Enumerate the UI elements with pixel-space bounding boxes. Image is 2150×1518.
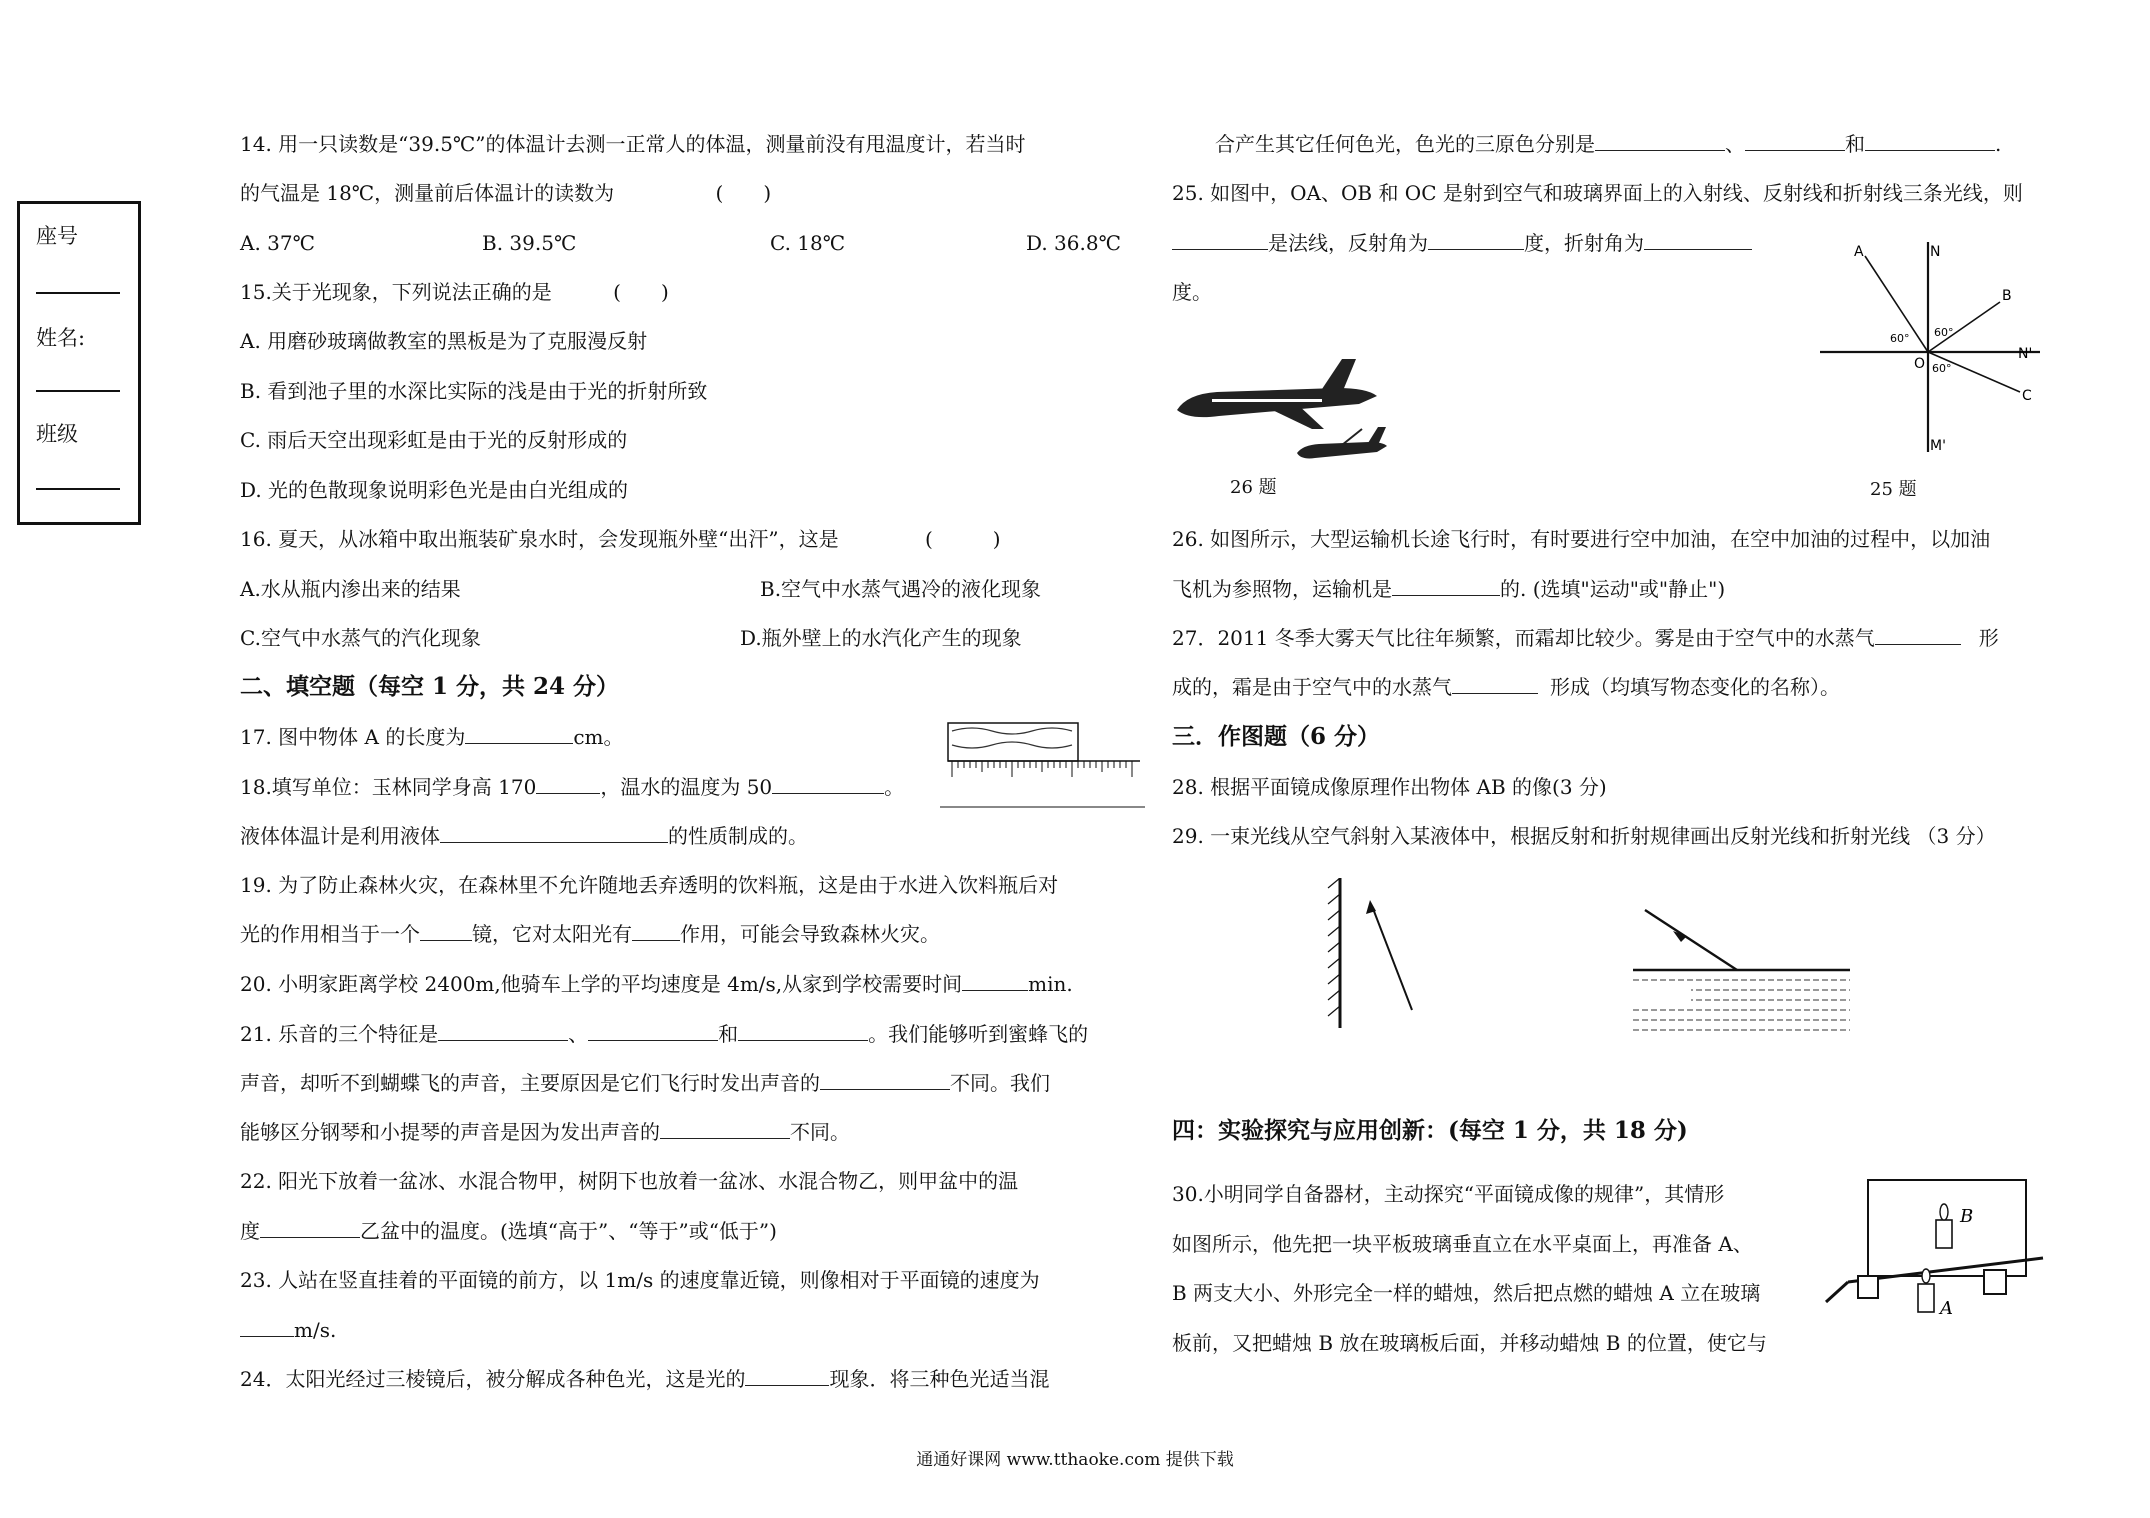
q21-line3-text-a: 能够区分钢琴和小提琴的声音是因为发出声音的: [240, 1120, 660, 1144]
q21-line3: [240, 1118, 850, 1146]
q20: [240, 970, 1073, 998]
q27-text-d: 形成（均填写物态变化的名称）。: [1550, 675, 1840, 699]
q15-answer-paren: ( ): [613, 280, 669, 304]
q21-line2-text-a: 声音，却听不到蝴蝶飞的声音，主要原因是它们飞行时发出声音的: [240, 1071, 820, 1095]
label-a: A: [1940, 1298, 1953, 1319]
q27-blank-2[interactable]: [1452, 675, 1538, 694]
q30-line2: 如图所示，他先把一块平板玻璃垂直立在水平桌面上，再准备 A、: [1172, 1232, 1753, 1256]
q15-option-c: C. 雨后天空出现彩虹是由于光的反射形成的: [240, 428, 628, 452]
q21-line1: [240, 1020, 1088, 1048]
q14-answer-paren: ( ): [715, 181, 772, 205]
tanker-plane: [1297, 427, 1387, 458]
q14-line2-text: 的气温是 18℃，测量前后体温计的读数为: [240, 181, 615, 205]
q24-blank-1[interactable]: [745, 1367, 829, 1386]
q26-line1: 26. 如图所示，大型运输机长途飞行时，有时要进行空中加油，在空中加油的过程中，以加油: [1172, 527, 1991, 551]
q18-text-c: 。: [884, 775, 905, 799]
q14-option-b: B. 39.5℃: [482, 231, 577, 255]
q16-option-a: A.水从瓶内渗出来的结果: [240, 577, 461, 601]
q14-option-c: C. 18℃: [770, 231, 846, 255]
q21-text-b: 。我们能够听到蜜蜂飞的: [868, 1022, 1089, 1046]
q23-blank[interactable]: [240, 1318, 294, 1337]
q16-answer-paren: ( ): [924, 527, 1001, 551]
q21-text-a: 21. 乐音的三个特征是: [240, 1022, 439, 1046]
q14-option-a: A. 37℃: [240, 231, 315, 255]
liquid-label-bg: [1633, 984, 1691, 1008]
q16-option-b: B.空气中水蒸气遇冷的液化现象: [760, 577, 1042, 601]
transport-plane: [1177, 359, 1377, 429]
q24-end: .: [1995, 132, 2002, 156]
seat-label: 座号: [36, 224, 78, 248]
q22-blank[interactable]: [260, 1219, 360, 1238]
candle-a-flame: [1922, 1269, 1930, 1283]
q18-text-b: ，温水的温度为 50: [600, 775, 773, 799]
ruler-figure: [940, 715, 1145, 810]
q26-line2: [1172, 575, 1725, 603]
label-b: B: [2002, 288, 2012, 304]
stand-left: [1858, 1276, 1878, 1298]
q30-line1: 30.小明同学自备器材，主动探究“平面镜成像的规律”，其情形: [1172, 1182, 1725, 1206]
q25-text-a: 是法线，反射角为: [1268, 231, 1428, 255]
class-label: 班级: [36, 422, 78, 446]
q15-option-b: B. 看到池子里的水深比实际的浅是由于光的折射所致: [240, 379, 708, 403]
q22-line1: 22. 阳光下放着一盆冰、水混合物甲，树阴下也放着一盆冰、水混合物乙，则甲盆中的温: [240, 1169, 1019, 1193]
q16-stem-text: 16. 夏天，从冰箱中取出瓶装矿泉水时，会发现瓶外壁“出汗”，这是: [240, 527, 839, 551]
q15-stem-text: 15.关于光现象，下列说法正确的是: [240, 280, 552, 304]
label-n: N: [1930, 244, 1941, 260]
q27-text-a: 27．2011 冬季大雾天气比往年频繁，而霜却比较少。雾是由于空气中的水蒸气: [1172, 626, 1875, 650]
seat-line: [36, 292, 120, 294]
name-label: 姓名:: [36, 326, 86, 350]
q21-blank-5[interactable]: [660, 1120, 790, 1139]
q24-text-a: 24．太阳光经过三棱镜后，被分解成各种色光，这是光的: [240, 1367, 746, 1391]
q16-option-c: C.空气中水蒸气的汽化现象: [240, 626, 481, 650]
q19-text-a: 光的作用相当于一个: [240, 922, 420, 946]
q24-blank-3[interactable]: [1745, 132, 1845, 151]
q19-blank-1[interactable]: [420, 922, 472, 941]
airplane-refuel-figure: [1172, 355, 1402, 473]
q26-text-b: 的. (选填"运动"或"静止"): [1500, 577, 1726, 601]
q22-text-a: 度: [240, 1219, 260, 1243]
section-2-heading: 二、填空题（每空 1 分，共 24 分）: [240, 673, 620, 700]
q21-blank-1[interactable]: [438, 1022, 568, 1041]
q24-line1: [240, 1365, 1049, 1393]
q25-line2: [1172, 229, 1752, 257]
q24-sep-1: 、: [1725, 132, 1745, 156]
q18-line1: [240, 773, 904, 801]
incident-ray: [1645, 910, 1737, 970]
q24-blank-4[interactable]: [1865, 132, 1995, 151]
label-n-prime: N': [2018, 346, 2033, 362]
q15-option-d: D. 光的色散现象说明彩色光是由白光组成的: [240, 478, 629, 502]
q17: [240, 723, 624, 751]
q18-line2: [240, 822, 808, 850]
footer: 通通好课网 www.tthaoke.com 提供下载: [916, 1450, 1234, 1470]
student-info-box: [17, 201, 141, 525]
object-ab: [1372, 906, 1412, 1010]
q26-text-a: 飞机为参照物，运输机是: [1172, 577, 1392, 601]
candle-mirror-figure: [1818, 1172, 2058, 1332]
q21-line3-text-b: 不同。: [790, 1120, 850, 1144]
q18-blank-3[interactable]: [440, 824, 668, 843]
mirror-hatching: [1328, 878, 1340, 1016]
q21-blank-2[interactable]: [588, 1022, 718, 1041]
q21-sep-1: 、: [568, 1022, 589, 1046]
q26-caption: 26 题: [1230, 477, 1277, 498]
ruler-ticks: [952, 761, 1132, 777]
table-edge-left: [1826, 1282, 1848, 1302]
q20-blank[interactable]: [962, 972, 1028, 991]
q30-line3: B 两支大小、外形完全一样的蜡烛，然后把点燃的蜡烛 A 立在玻璃: [1172, 1281, 1761, 1305]
candle-b-flame: [1940, 1204, 1948, 1220]
q19-text-b: 镜，它对太阳光有: [472, 922, 632, 946]
q17-blank[interactable]: [465, 725, 573, 744]
q21-blank-4[interactable]: [820, 1071, 950, 1090]
q19-blank-2[interactable]: [632, 922, 680, 941]
q17-text: 17. 图中物体 A 的长度为: [240, 725, 466, 749]
q25-ray-figure: [1820, 242, 2045, 457]
candle-b: [1936, 1220, 1952, 1248]
q21-line2: [240, 1069, 1050, 1097]
q19-text-c: 作用，可能会导致森林火灾。: [680, 922, 940, 946]
q27-text-c: 成的，霜是由于空气中的水蒸气: [1172, 675, 1452, 699]
stand-right: [1984, 1270, 2006, 1294]
q28-text: 28. 根据平面镜成像原理作出物体 AB 的像(3 分): [1172, 775, 1607, 799]
q27-text-b: 形: [1978, 626, 1999, 650]
q29-text: 29. 一束光线从空气斜射入某液体中，根据反射和折射规律画出反射光线和折射光线 （3 分）: [1172, 824, 1996, 848]
name-line: [36, 390, 120, 392]
q18-line2-text-b: 的性质制成的。: [668, 824, 808, 848]
q25-blank-1[interactable]: [1172, 231, 1268, 250]
q24-line2-text: 合产生其它任何色光，色光的三原色分别是: [1215, 132, 1595, 156]
q14-option-d: D. 36.8℃: [1026, 231, 1121, 255]
angle-2: 60°: [1934, 326, 1954, 339]
q16-option-d: D.瓶外壁上的水汽化产生的现象: [740, 626, 1022, 650]
q27-line1: [1172, 624, 1999, 652]
q25-line3: 度。: [1172, 280, 1212, 304]
angle-3: 60°: [1932, 362, 1952, 375]
label-m-prime: M': [1930, 438, 1946, 454]
q26-blank[interactable]: [1392, 577, 1500, 596]
q20-text: 20. 小明家距离学校 2400m,他骑车上学的平均速度是 4m/s,从家到学校需要时间: [240, 972, 963, 996]
q18-text-a: 18.填写单位：玉林同学身高 170: [240, 775, 537, 799]
q21-blank-3[interactable]: [738, 1022, 868, 1041]
q18-blank-1[interactable]: [536, 775, 600, 794]
label-a: A: [1854, 244, 1864, 260]
q16-stem: [240, 525, 1001, 553]
q14-line2: [240, 179, 771, 207]
q30-line4: 板前，又把蜡烛 B 放在玻璃板后面，并移动蜡烛 B 的位置，使它与: [1172, 1331, 1767, 1355]
q21-sep-2: 和: [718, 1022, 739, 1046]
q25-line1: 25. 如图中，OA、OB 和 OC 是射到空气和玻璃界面上的入射线、反射线和折射线三条光线，则: [1172, 181, 2023, 205]
angle-1: 60°: [1890, 332, 1910, 345]
q21-line2-text-b: 不同。我们: [950, 1071, 1050, 1095]
q22-line2: [240, 1217, 777, 1245]
class-line: [36, 488, 120, 490]
label-o: O: [1914, 356, 1926, 372]
q24-line2: [1215, 130, 2001, 158]
q23-line1: 23. 人站在竖直挂着的平面镜的前方，以 1m/s 的速度靠近镜，则像相对于平面镜的速度为: [240, 1268, 1040, 1292]
q27-blank-1[interactable]: [1875, 626, 1961, 645]
q19-line1: 19. 为了防止森林火灾，在森林里不允许随地丢弃透明的饮料瓶，这是由于水进入饮料瓶后对: [240, 873, 1059, 897]
plane-mirror-figure: [1300, 878, 1445, 1033]
q24-text-b: 现象．将三种色光适当混: [829, 1367, 1050, 1391]
q18-line2-text-a: 液体体温计是利用液体: [240, 824, 440, 848]
q27-line2: [1172, 673, 1840, 701]
q14-line1: 14. 用一只读数是“39.5℃”的体温计去测一正常人的体温，测量前没有甩温度计，若当时: [240, 132, 1026, 156]
q25-blank-3[interactable]: [1644, 231, 1752, 250]
q24-blank-2[interactable]: [1595, 132, 1725, 151]
q22-text-b: 乙盆中的温度。(选填“高于”、“等于”或“低于”): [360, 1219, 777, 1243]
q20-unit: min.: [1028, 972, 1073, 996]
refraction-figure: [1625, 898, 1855, 1038]
q18-blank-2[interactable]: [772, 775, 884, 794]
q17-unit: cm。: [573, 725, 624, 749]
q25-blank-2[interactable]: [1428, 231, 1524, 250]
label-b: B: [1960, 1206, 1974, 1227]
section-3-heading: 三．作图题（6 分）: [1172, 723, 1381, 750]
q23-line2: [240, 1316, 336, 1344]
section-4-heading: 四：实验探究与应用创新：(每空 1 分，共 18 分): [1172, 1117, 1688, 1144]
candle-a: [1918, 1284, 1934, 1312]
label-c: C: [2022, 388, 2032, 404]
q19-line2: [240, 920, 940, 948]
q15-stem: [240, 278, 669, 306]
q24-sep-2: 和: [1845, 132, 1865, 156]
q23-unit: m/s.: [294, 1318, 337, 1342]
q25-text-b: 度，折射角为: [1524, 231, 1644, 255]
q25-caption: 25 题: [1870, 479, 1917, 500]
q15-option-a: A. 用磨砂玻璃做教室的黑板是为了克服漫反射: [240, 329, 648, 353]
